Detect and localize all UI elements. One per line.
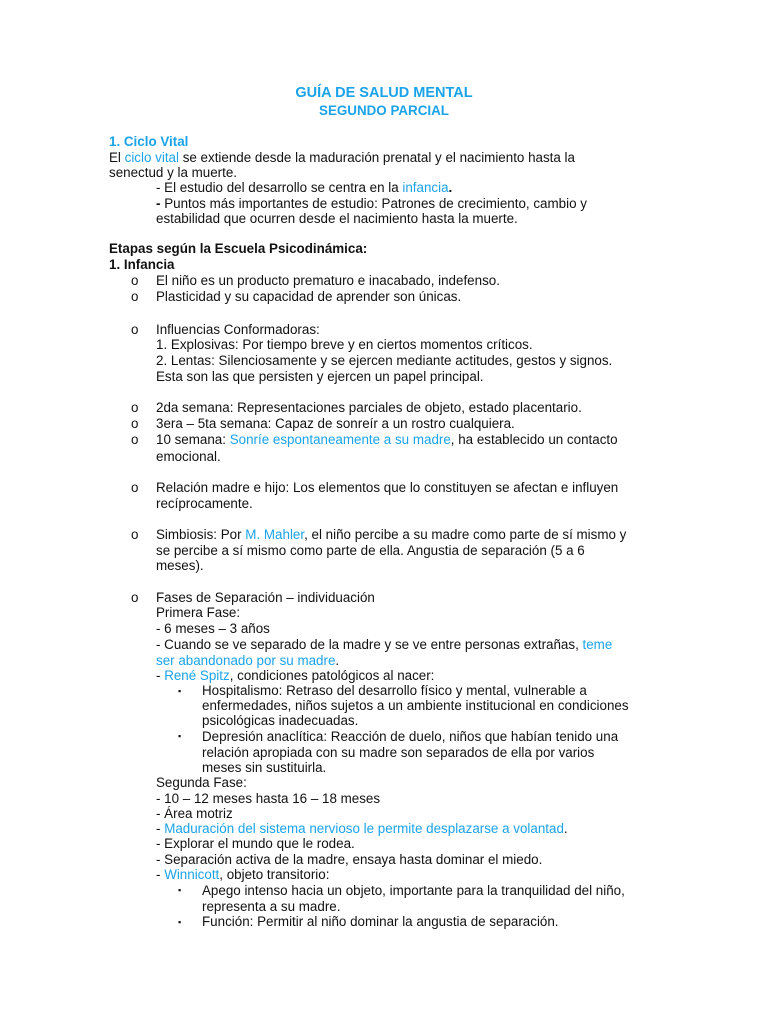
circle-bullet-icon: o	[131, 590, 139, 605]
phase-heading: Segunda Fase:	[156, 775, 247, 790]
section-heading-etapas: Etapas según la Escuela Psicodinámica:	[109, 241, 368, 256]
circle-bullet-icon: o	[131, 322, 139, 337]
dash-item: - Maduración del sistema nervioso le permite desplazarse a volantad.	[156, 821, 568, 836]
circle-bullet-icon: o	[131, 273, 139, 288]
circle-bullet-icon: o	[131, 432, 139, 447]
dash-item: - Separación activa de la madre, ensaya hasta dominar el miedo.	[156, 852, 543, 867]
sub-list-item-line: meses sin sustituirla.	[202, 760, 327, 775]
highlight-text: Winnicott	[164, 867, 220, 882]
sub-list-item-line: psicológicas inadecuadas.	[202, 713, 359, 728]
list-item-line: 1. Explosivas: Por tiempo breve y en ciertos momentos críticos.	[156, 337, 533, 352]
dash-item: - 6 meses – 3 años	[156, 621, 270, 636]
sub-list-item: Función: Permitir al niño dominar la angustia de separación.	[202, 914, 559, 929]
circle-bullet-icon: o	[131, 480, 139, 495]
dash-item: - René Spitz, condiciones patológicos al nacer:	[156, 668, 435, 683]
highlight-text: infancia	[402, 180, 449, 195]
list-item: Fases de Separación – individuación	[156, 590, 375, 605]
dash-item-line: ser abandonado por su madre.	[156, 653, 340, 668]
dash-item: - El estudio del desarrollo se centra en la infancia.	[156, 180, 453, 195]
square-bullet-icon: ▪	[178, 731, 182, 741]
paragraph-line: senectud y la muerte.	[109, 165, 238, 180]
subheading-infancia: 1. Infancia	[109, 257, 175, 272]
list-item-line: meses).	[156, 558, 204, 573]
list-item: Influencias Conformadoras:	[156, 322, 320, 337]
page-subtitle: SEGUNDO PARCIAL	[319, 103, 449, 118]
list-item: Plasticidad y su capacidad de aprender son únicas.	[156, 289, 462, 304]
dash-item: - Explorar el mundo que le rodea.	[156, 836, 355, 851]
circle-bullet-icon: o	[131, 527, 139, 542]
sub-list-item-line: relación apropiada con su madre son separados de ella por varios	[202, 745, 595, 760]
list-item-line: se percibe a sí mismo como parte de ella. Angustia de separación (5 a 6	[156, 543, 585, 558]
list-item: El niño es un producto prematuro e inacabado, indefenso.	[156, 273, 500, 288]
sub-list-item: Hospitalismo: Retraso del desarrollo físico y mental, vulnerable a	[202, 683, 587, 698]
dash-item: - 10 – 12 meses hasta 16 – 18 meses	[156, 791, 381, 806]
circle-bullet-icon: o	[131, 289, 139, 304]
section-heading-ciclo-vital: 1. Ciclo Vital	[109, 134, 189, 149]
list-item-line: Esta son las que persisten y ejercen un papel principal.	[156, 369, 484, 384]
dash-item: - Winnicott, objeto transitorio:	[156, 867, 330, 882]
circle-bullet-icon: o	[131, 416, 139, 431]
list-item: 10 semana: Sonríe espontaneamente a su madre, ha establecido un contacto	[156, 432, 618, 447]
list-item-line: 2. Lentas: Silenciosamente y se ejercen mediante actitudes, gestos y signos.	[156, 353, 613, 368]
sub-list-item-line: enfermedades, niños sujetos a un ambiente institucional en condiciones	[202, 698, 629, 713]
circle-bullet-icon: o	[131, 400, 139, 415]
highlight-text: M. Mahler	[245, 527, 305, 542]
list-item: 3era – 5ta semana: Capaz de sonreír a un rostro cualquiera.	[156, 416, 515, 431]
square-bullet-icon: ▪	[178, 686, 182, 696]
list-item: 2da semana: Representaciones parciales de objeto, estado placentario.	[156, 400, 582, 415]
highlight-text: ciclo vital	[124, 150, 179, 165]
dash-item: - Cuando se ve separado de la madre y se ve entre personas extrañas, teme	[156, 637, 613, 652]
list-item: Simbiosis: Por M. Mahler, el niño percibe a su madre como parte de sí mismo y	[156, 527, 627, 542]
dash-item: - Área motriz	[156, 806, 233, 821]
list-item-line: emocional.	[156, 449, 221, 464]
sub-list-item-line: representa a su madre.	[202, 899, 341, 914]
highlight-text: René Spitz	[164, 668, 230, 683]
list-item: Relación madre e hijo: Los elementos que lo constituyen se afectan e influyen	[156, 480, 619, 495]
phase-heading: Primera Fase:	[156, 605, 241, 620]
square-bullet-icon: ▪	[178, 917, 182, 927]
sub-list-item: Apego intenso hacia un objeto, importante para la tranquilidad del niño,	[202, 883, 625, 898]
highlight-text: teme	[582, 637, 613, 652]
page-title: GUÍA DE SALUD MENTAL	[295, 85, 473, 101]
square-bullet-icon: ▪	[178, 885, 182, 895]
highlight-text: Maduración del sistema nervioso le permite desplazarse a volantad	[164, 821, 564, 836]
list-item-line: recíprocamente.	[156, 496, 253, 511]
dash-item: - Puntos más importantes de estudio: Patrones de crecimiento, cambio y	[156, 196, 587, 211]
highlight-text: Sonríe espontaneamente a su madre	[229, 432, 451, 447]
paragraph-line: El ciclo vital se extiende desde la maduración prenatal y el nacimiento hasta la	[109, 150, 575, 165]
dash-item-line: estabilidad que ocurren desde el nacimiento hasta la muerte.	[156, 211, 518, 226]
sub-list-item: Depresión anaclítica: Reacción de duelo, niños que habían tenido una	[202, 729, 619, 744]
highlight-text: ser abandonado por su madre	[156, 653, 336, 668]
